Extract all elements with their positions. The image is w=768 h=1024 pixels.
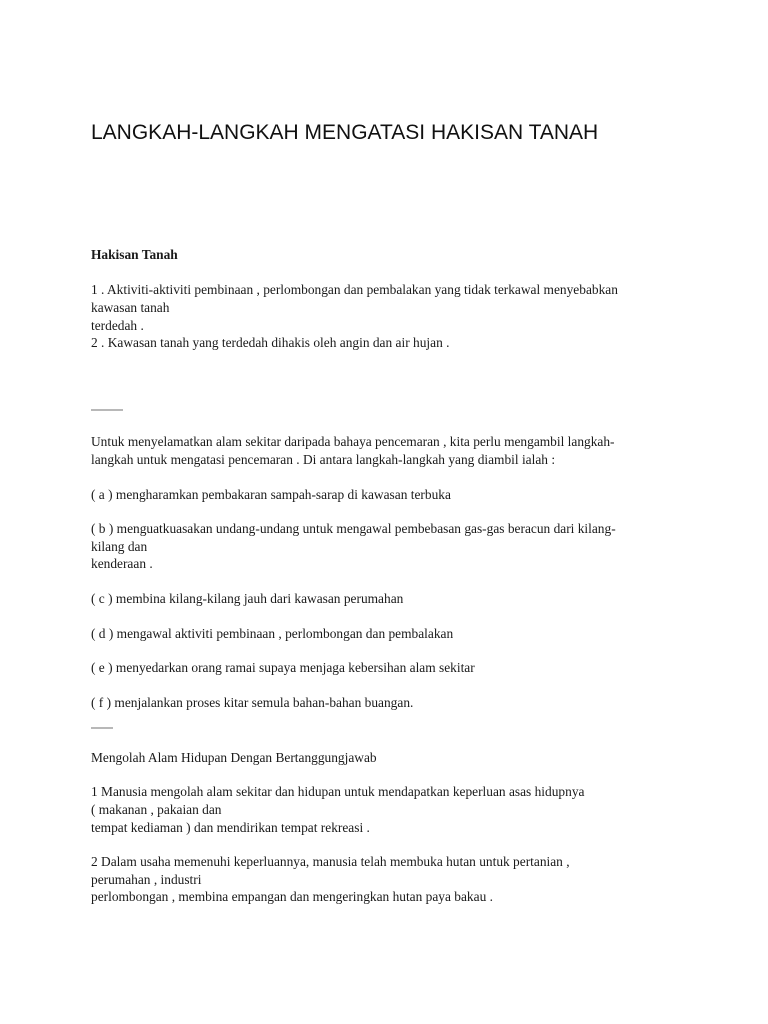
paragraph-line: ( makanan , pakaian dan [91,802,222,817]
faint-divider-mark [91,409,123,411]
paragraph-line: kawasan tanah [91,300,170,315]
section-heading-mengolah-alam: Mengolah Alam Hidupan Dengan Bertanggungjawab [91,750,377,765]
paragraph-line: perumahan , industri [91,872,202,887]
section-heading-hakisan-tanah: Hakisan Tanah [91,247,178,262]
paragraph-line: terdedah . [91,318,144,333]
list-item-a: ( a ) mengharamkan pembakaran sampah-sarap di kawasan terbuka [91,487,451,502]
list-item-d: ( d ) mengawal aktiviti pembinaan , perlombongan dan pembalakan [91,626,454,641]
paragraph-line: langkah untuk mengatasi pencemaran . Di antara langkah-langkah yang diambil ialah : [91,452,556,467]
list-item-b-cont: kenderaan . [91,556,153,571]
paragraph-line: perlombongan , membina empangan dan mengeringkan hutan paya bakau . [91,889,493,904]
paragraph-line: tempat kediaman ) dan mendirikan tempat rekreasi . [91,820,370,835]
list-item-c: ( c ) membina kilang-kilang jauh dari kawasan perumahan [91,591,404,606]
list-item-f: ( f ) menjalankan proses kitar semula bahan-bahan buangan. [91,695,414,710]
document-title: LANGKAH-LANGKAH MENGATASI HAKISAN TANAH [91,121,599,144]
list-item-b-cont: kilang dan [91,539,148,554]
paragraph-line: 2 . Kawasan tanah yang terdedah dihakis oleh angin dan air hujan . [91,335,450,350]
list-item-b: ( b ) menguatkuasakan undang-undang untuk mengawal pembebasan gas-gas beracun dari kilang- [91,521,616,536]
list-item-e: ( e ) menyedarkan orang ramai supaya menjaga kebersihan alam sekitar [91,660,475,675]
faint-divider-mark [91,727,113,729]
paragraph-line: Untuk menyelamatkan alam sekitar daripada bahaya pencemaran , kita perlu mengambil langkah- [91,434,615,449]
paragraph-line: 1 Manusia mengolah alam sekitar dan hidupan untuk mendapatkan keperluan asas hidupnya [91,784,585,799]
paragraph-line: 1 . Aktiviti-aktiviti pembinaan , perlombongan dan pembalakan yang tidak terkawal menyebabkan [91,282,618,297]
paragraph-line: 2 Dalam usaha memenuhi keperluannya, manusia telah membuka hutan untuk pertanian , [91,854,570,869]
